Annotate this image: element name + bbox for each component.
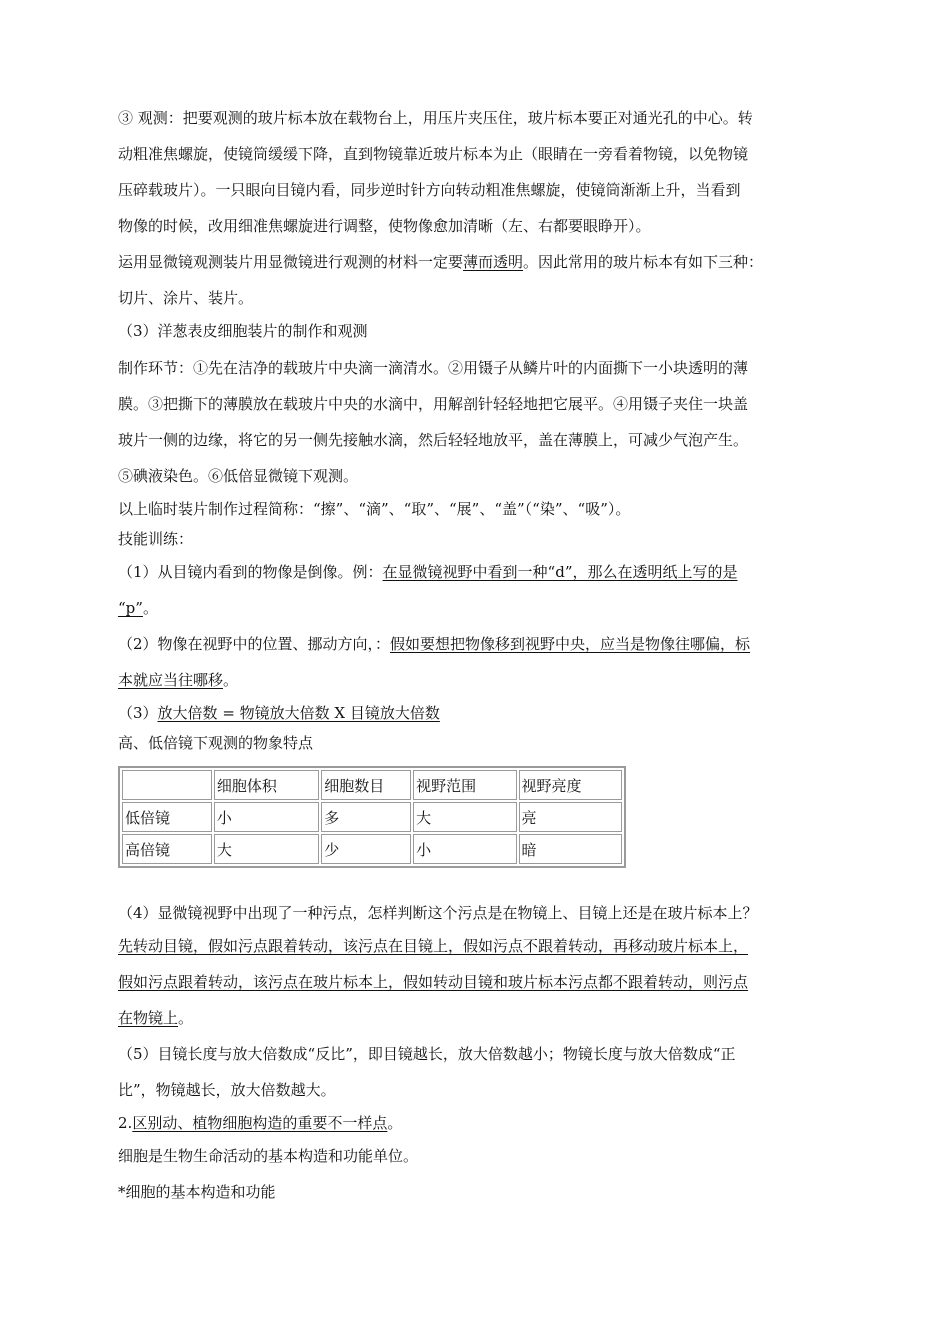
table-row bbox=[122, 802, 622, 832]
answer-line bbox=[118, 964, 834, 1000]
onion-heading: （3）洋葱表皮细胞装片的制作和观测 bbox=[118, 322, 368, 340]
underlined-term: 薄而透明 bbox=[463, 253, 524, 271]
table-cell: 少 bbox=[321, 834, 411, 864]
text-line: 物像的时候，改用细准焦螺旋进行调整，使物像愈加清晰（左、右都要眼睁开）。 bbox=[118, 217, 651, 235]
text-line bbox=[118, 662, 834, 698]
text-line: 膜。③把撕下的薄膜放在载玻片中央的水滴中，用解剖针轻轻地把它展平。④用镊子夹住一块盖 bbox=[118, 395, 749, 413]
underlined-text: 假如要想把物像移到视野中央，应当是物像往哪偏，标 bbox=[390, 635, 751, 653]
skill-5 bbox=[118, 1036, 834, 1108]
skill-1 bbox=[118, 554, 834, 626]
text-span: 运用显微镜观测装片用显微镜进行观测的材料一定要 bbox=[118, 253, 464, 271]
text-line: 动粗准焦螺旋，使镜筒缓缓下降，直到物镜靠近玻片标本为止（眼睛在一旁看着物镜，以免物镜 bbox=[118, 145, 749, 163]
section-number: 2. bbox=[118, 1114, 133, 1132]
skill-3 bbox=[118, 698, 834, 728]
underlined-formula: 放大倍数 = 物镜放大倍数 X 目镜放大倍数 bbox=[157, 704, 440, 722]
skill-2 bbox=[118, 626, 834, 698]
table-title: 高、低倍镜下观测的物象特点 bbox=[118, 734, 314, 752]
table-cell: 小 bbox=[214, 802, 319, 832]
table-cell: 大 bbox=[413, 802, 516, 832]
underlined-text: 先转动目镜，假如污点跟着转动，该污点在目镜上，假如污点不跟着转动，再移动玻片标本上， bbox=[118, 937, 749, 955]
document-body bbox=[118, 104, 834, 1210]
text-line bbox=[118, 626, 834, 662]
table-cell: 高倍镜 bbox=[122, 834, 212, 864]
table-cell: 亮 bbox=[519, 802, 622, 832]
steps-paragraph bbox=[118, 350, 834, 494]
cell-structure-heading: *细胞的基本构造和功能 bbox=[118, 1183, 276, 1201]
cell-definition-line: 细胞是生物生命活动的基本构造和功能单位。 bbox=[118, 1147, 419, 1165]
text-span: （3） bbox=[118, 704, 158, 722]
table-cell: 多 bbox=[321, 802, 411, 832]
table-header-row bbox=[122, 770, 622, 800]
table-cell: 大 bbox=[214, 834, 319, 864]
table-cell: 暗 bbox=[519, 834, 622, 864]
text-line: （5）目镜长度与放大倍数成“反比”，即目镜越长，放大倍数越小；物镜长度与放大倍数成“正 bbox=[118, 1045, 736, 1063]
text-line bbox=[118, 244, 834, 280]
text-span: 。 bbox=[223, 671, 239, 689]
underlined-text: 在物镜上 bbox=[118, 1009, 179, 1027]
table-header-cell: 细胞体积 bbox=[214, 770, 319, 800]
text-span: 。 bbox=[387, 1114, 403, 1132]
section-title: 区别动、植物细胞构造的重要不一样点 bbox=[132, 1114, 388, 1132]
summary-line: 以上临时装片制作过程简称：“擦”、“滴”、“取”、“展”、“盖”（“染”、“吸”）。 bbox=[118, 500, 631, 518]
question-line: （4）显微镜视野中出现了一种污点，怎样判断这个污点是在物镜上、目镜上还是在玻片标本上？ bbox=[118, 904, 758, 922]
table-row bbox=[122, 834, 622, 864]
answer-line bbox=[118, 1000, 834, 1036]
underlined-text: “p” bbox=[118, 599, 143, 617]
text-line: 压碎载玻片）。一只眼向目镜内看，同步逆时针方向转动粗准焦螺旋，使镜筒渐渐上升，当看到 bbox=[118, 181, 741, 199]
materials-paragraph bbox=[118, 244, 834, 316]
section-2-heading bbox=[118, 1108, 834, 1138]
table-header-cell: 细胞数目 bbox=[321, 770, 411, 800]
text-span: （2）物像在视野中的位置、挪动方向，： bbox=[118, 635, 391, 653]
text-span: （1）从目镜内看到的物像是倒像。例： bbox=[118, 563, 383, 581]
table-cell bbox=[122, 770, 212, 800]
text-span: 。 bbox=[142, 599, 158, 617]
text-line: 玻片一侧的边缘，将它的另一侧先接触水滴，然后轻轻地放平，盖在薄膜上，可减少气泡产生。 bbox=[118, 431, 749, 449]
text-line bbox=[118, 590, 834, 626]
skills-heading: 技能训练： bbox=[118, 530, 194, 548]
observation-paragraph bbox=[118, 100, 834, 244]
text-line: 比”，物镜越长，放大倍数越大。 bbox=[118, 1081, 336, 1099]
skill-4 bbox=[118, 898, 834, 1036]
underlined-text: 在显微镜视野中看到一种“d”，那么在透明纸上写的是 bbox=[382, 563, 738, 581]
text-line: ③ 观测：把要观测的玻片标本放在载物台上，用压片夹压住，玻片标本要正对通光孔的中心。转 bbox=[118, 109, 753, 127]
text-line: 制作环节：①先在洁净的载玻片中央滴一滴清水。②用镊子从鳞片叶的内面撕下一小块透明的薄 bbox=[118, 359, 749, 377]
table-header-cell: 视野范围 bbox=[413, 770, 516, 800]
text-span: 。因此常用的玻片标本有如下三种： bbox=[523, 253, 764, 271]
text-line: 切片、涂片、装片。 bbox=[118, 289, 254, 307]
text-span: 。 bbox=[178, 1009, 194, 1027]
table-cell: 低倍镜 bbox=[122, 802, 212, 832]
text-line: ⑤碘液染色。⑥低倍显微镜下观测。 bbox=[118, 467, 359, 485]
text-line bbox=[118, 554, 834, 590]
magnification-comparison-table bbox=[118, 766, 626, 868]
answer-line bbox=[118, 928, 834, 964]
underlined-text: 假如污点跟着转动，该污点在玻片标本上，假如转动目镜和玻片标本污点都不跟着转动，则污点 bbox=[118, 973, 749, 991]
table-cell: 小 bbox=[413, 834, 516, 864]
table-header-cell: 视野亮度 bbox=[519, 770, 622, 800]
underlined-text: 本就应当往哪移 bbox=[118, 671, 224, 689]
